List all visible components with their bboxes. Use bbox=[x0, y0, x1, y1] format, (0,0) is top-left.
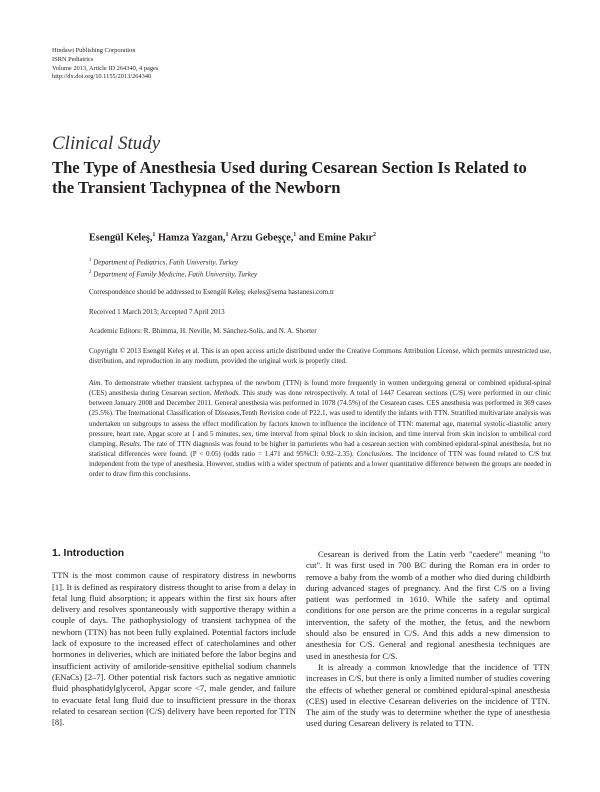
section-heading-introduction: 1. Introduction bbox=[52, 548, 125, 559]
author-affiliation-marker: 1 bbox=[293, 232, 297, 238]
publisher-name: Hindawi Publishing Corporation bbox=[52, 47, 136, 54]
author-affiliation-marker: 1 bbox=[225, 232, 229, 238]
author-name: Esengül Keleş, bbox=[89, 232, 153, 244]
copyright-notice: Copyright © 2013 Esengül Keleş et al. This is an open access article distributed under the Creative Commons Attribution License, which permits unrestricted use, distribution, and reproduction in any medium, provided the original work is properly cited. bbox=[89, 347, 551, 365]
affiliation-text: Department of Pediatrics, Fatih University, Turkey bbox=[91, 258, 239, 267]
author-affiliation-marker: 2 bbox=[372, 232, 376, 238]
affiliations bbox=[89, 256, 257, 280]
journal-name: ISRN Pediatrics bbox=[52, 55, 94, 63]
abstract-results-text: The rate of TTN diagnosis was found to be higher in parturients who had a cesarean section with combined epidural-spinal anesthesia, but no statistical differences were found. (P < 0.05) (odds ratio = 1.471 and 95%CI: 0.92–2.35). bbox=[89, 439, 551, 459]
doi-link[interactable]: http://dx.doi.org/10.1155/2013/264340 bbox=[52, 73, 152, 81]
body-paragraph: TTN is the most common cause of respiratory distress in newborns [1]. It is defined as respiratory distress thought to arise from a delay in fetal lung fluid absorption; it appears within the first six hours after delivery and resolves spontaneously with supportive therapy within a couple of days. The pathophysiology of transient tachypnea of the newborn (TTN) has not been fully explained. Potential factors include lack of exposure to the increased effect of catecholamines and other hormones in deliveries, which are initiated before the labor begins and insufficient activity of amiloride-sensitive epithelial sodium channels (ENaCs) [2–7]. Other potential risk factors such as negative amniotic fluid phosphatidylglycerol, Apgar score <7, male gender, and failure to evacuate fetal lung fluid due to insufficient pressure in the thorax related to cesarean section (C/S) delivery have been reported for TTN [8]. bbox=[52, 570, 296, 728]
abstract bbox=[89, 378, 551, 480]
affiliation-item bbox=[89, 256, 257, 268]
author-name: Hamza Yazgan, bbox=[155, 232, 226, 244]
abstract-methods-label: Methods. bbox=[213, 389, 241, 398]
affiliation-marker: 2 bbox=[89, 269, 92, 275]
affiliation-item bbox=[89, 268, 257, 280]
left-column bbox=[52, 548, 296, 728]
volume-info: Volume 2013, Article ID 264340, 4 pages bbox=[52, 64, 159, 72]
received-accepted-dates: Received 1 March 2013; Accepted 7 April 2013 bbox=[89, 308, 225, 316]
affiliation-text: Department of Family Medicine, Fatih University, Turkey bbox=[91, 270, 258, 279]
author-name: and Emine Pakır bbox=[296, 232, 373, 244]
correspondence-line: Correspondence should be addressed to Esengül Keleş; ekeles@sema hastanesi.com.tr bbox=[89, 288, 335, 296]
abstract-methods-text: This study was done retrospectively. A total of 1447 Cesarean sections (C/S) were performed in our clinic between January 2008 and December 2011. General anesthesia was performed in 1078 (74.5%) of the Cesarean cases. CES anesthesia was performed in 369 cases (25.5%). The International Classification of Diseases,Tenth Revision code of P22.1, was used to identify the infants with TTN. Stratified multivariate analysis was undertaken on subgroups to assess the effect modification by factors known to influence the incidence of TTN: maternal age, maternal systolic-diastolic artery pressure, heart rate, Apgar score at 1 and 5 minutes, sex, time interval from spinal block to skin incision, and time interval from skin incision to umbilical cord clamping. bbox=[89, 389, 551, 448]
journal-header bbox=[52, 47, 158, 82]
academic-editors: Academic Editors: R. Bhimma, H. Neville, M. Sánchez-Solís, and N. A. Shorter bbox=[89, 327, 317, 335]
abstract-results-label: Results. bbox=[119, 439, 142, 448]
body-paragraph: It is already a common knowledge that the incidence of TTN increases in C/S, but there is only a limited number of studies covering the effects of whether general or combined epidural-spinal anesthesia (CES) used in elective Cesarean deliveries on the incidence of TTN. The aim of the study was to determine whether the type of anesthesia used during Cesarean delivery is related to TTN. bbox=[306, 661, 550, 729]
abstract-aim-text: To demonstrate whether transient tachypnea of the newborn (TTN) is found more frequently in women undergoing general or combined epidural-spinal (CES) anesthesia during Cesarean section. bbox=[89, 379, 551, 398]
abstract-conclusions-text: The incidence of TTN was found related to C/S but independent from the type of anesthesia. However, studies with a wider spectrum of patients and a lower quantitative difference between the groups are needed in order to draw firm this conclusions. bbox=[89, 450, 551, 479]
affiliation-marker: 1 bbox=[89, 258, 92, 263]
author-list bbox=[89, 232, 376, 243]
right-column bbox=[306, 549, 550, 730]
abstract-conclusions-label: Conclusions. bbox=[356, 450, 394, 459]
abstract-aim-label: Aim. bbox=[89, 379, 103, 387]
study-type-label: Clinical Study bbox=[52, 133, 161, 154]
author-affiliation-marker: 1 bbox=[152, 232, 156, 238]
author-name: Arzu Gebeşçe, bbox=[228, 232, 294, 244]
body-paragraph: Cesarean is derived from the Latin verb "caedere" meaning "to cut". It was first used in 700 BC during the Roman era in order to remove a baby from the womb of a mother who died during childbirth during advanced stages of pregnancy. And the first C/S on a living patient was performed in 1610. While the safety and optimal conditions for one person are the prime concerns in a regular surgical intervention, the safety of the mother, the fetus, and the newborn should also be ensured in C/S. And this adds a new dimension to anesthesia for C/S. General and regional anesthesia techniques are used in anesthesia for C/S. bbox=[306, 549, 550, 661]
article-title: The Type of Anesthesia Used during Cesarean Section Is Related to the Transient Tachypnea of the Newborn bbox=[52, 158, 527, 197]
